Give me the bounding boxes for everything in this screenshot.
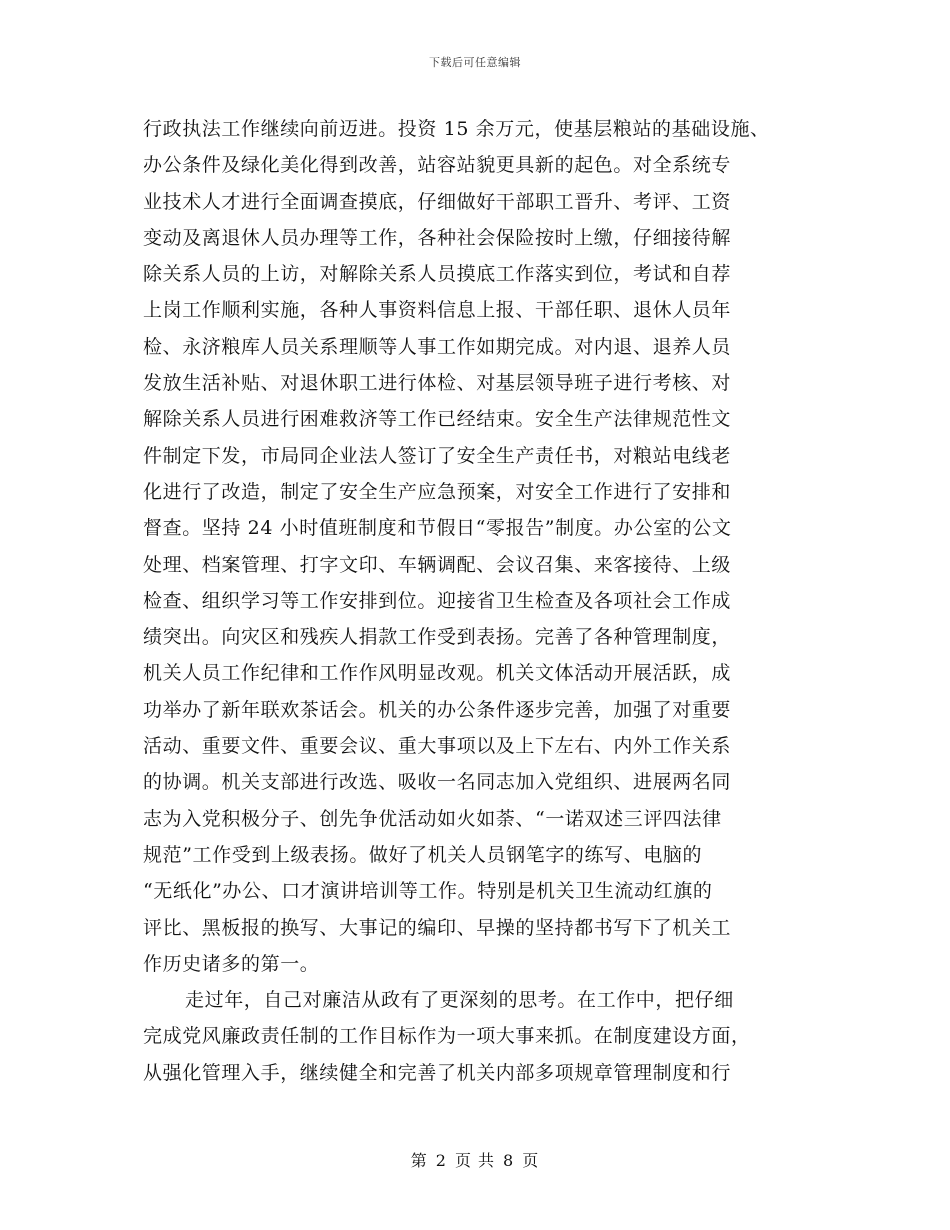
- text-line: 志为入党积极分子、创先争优活动如火如荼、“一诺双述三评四法律: [143, 807, 722, 830]
- text-line: 督查。坚持 24 小时值班制度和节假日“零报告”制度。办公室的公文: [143, 517, 732, 540]
- text-line: 检查、组织学习等工作安排到位。迎接省卫生检查及各项社会工作成: [143, 589, 732, 612]
- text-line: 评比、黑板报的换写、大事记的编印、早操的坚持都书写下了机关工: [143, 916, 732, 939]
- text-line: 从强化管理入手，继续健全和完善了机关内部多项规章管理制度和行: [143, 1061, 732, 1084]
- document-body: [143, 111, 813, 1091]
- text-line: 发放生活补贴、对退休职工进行体检、对基层领导班子进行考核、对: [143, 372, 732, 395]
- text-line: 除关系人员的上访，对解除关系人员摸底工作落实到位，考试和自荐: [143, 263, 732, 286]
- text-line: 完成党风廉政责任制的工作目标作为一项大事来抓。在制度建设方面，: [143, 1025, 751, 1048]
- text-line: 的协调。机关支部进行改选、吸收一名同志加入党组织、进展两名同: [143, 771, 732, 794]
- text-line: 处理、档案管理、打字文印、车辆调配、会议召集、来客接待、上级: [143, 553, 732, 576]
- text-line: “无纸化”办公、口才演讲培训等工作。特别是机关卫生流动红旗的: [143, 880, 713, 903]
- text-line: 件制定下发，市局同企业法人签订了安全生产责任书，对粮站电线老: [143, 444, 732, 467]
- text-line-paragraph-start: 走过年，自己对廉洁从政有了更深刻的思考。在工作中，把仔细: [185, 989, 734, 1012]
- text-line: 变动及离退休人员办理等工作，各种社会保险按时上缴，仔细接待解: [143, 226, 732, 249]
- text-line: 上岗工作顺利实施，各种人事资料信息上报、干部任职、退休人员年: [143, 299, 732, 322]
- header-note: 下载后可任意编辑: [429, 56, 521, 69]
- text-line: 机关人员工作纪律和工作作风明显改观。机关文体活动开展活跃，成: [143, 662, 732, 685]
- text-line: 办公条件及绿化美化得到改善，站容站貌更具新的起色。对全系统专: [143, 154, 732, 177]
- text-line: 业技术人才进行全面调查摸底，仔细做好干部职工晋升、考评、工资: [143, 190, 732, 213]
- footer-middle: 页 共: [454, 1151, 496, 1170]
- page-number-footer: [0, 1148, 950, 1171]
- text-line: 规范”工作受到上级表扬。做好了机关人员钢笔字的练写、电脑的: [143, 843, 703, 866]
- current-page-number: 2: [435, 1151, 447, 1170]
- footer-suffix: 页: [522, 1151, 540, 1170]
- text-line: 化进行了改造，制定了安全生产应急预案，对安全工作进行了安排和: [143, 480, 732, 503]
- footer-prefix: 第: [410, 1151, 428, 1170]
- text-line: 检、永济粮库人员关系理顺等人事工作如期完成。对内退、退养人员: [143, 335, 732, 358]
- text-line: 绩突出。向灾区和残疾人捐款工作受到表扬。完善了各种管理制度，: [143, 626, 732, 649]
- text-line: 活动、重要文件、重要会议、重大事项以及上下左右、内外工作关系: [143, 735, 732, 758]
- total-page-count: 8: [503, 1151, 515, 1170]
- text-line: 作历史诸多的第一。: [143, 952, 320, 975]
- text-line: 功举办了新年联欢茶话会。机关的办公条件逐步完善，加强了对重要: [143, 698, 732, 721]
- text-line: 行政执法工作继续向前迈进。投资 15 余万元，使基层粮站的基础设施、: [143, 118, 770, 140]
- text-line: 解除关系人员进行困难救济等工作已经结束。安全生产法律规范性文: [143, 408, 732, 431]
